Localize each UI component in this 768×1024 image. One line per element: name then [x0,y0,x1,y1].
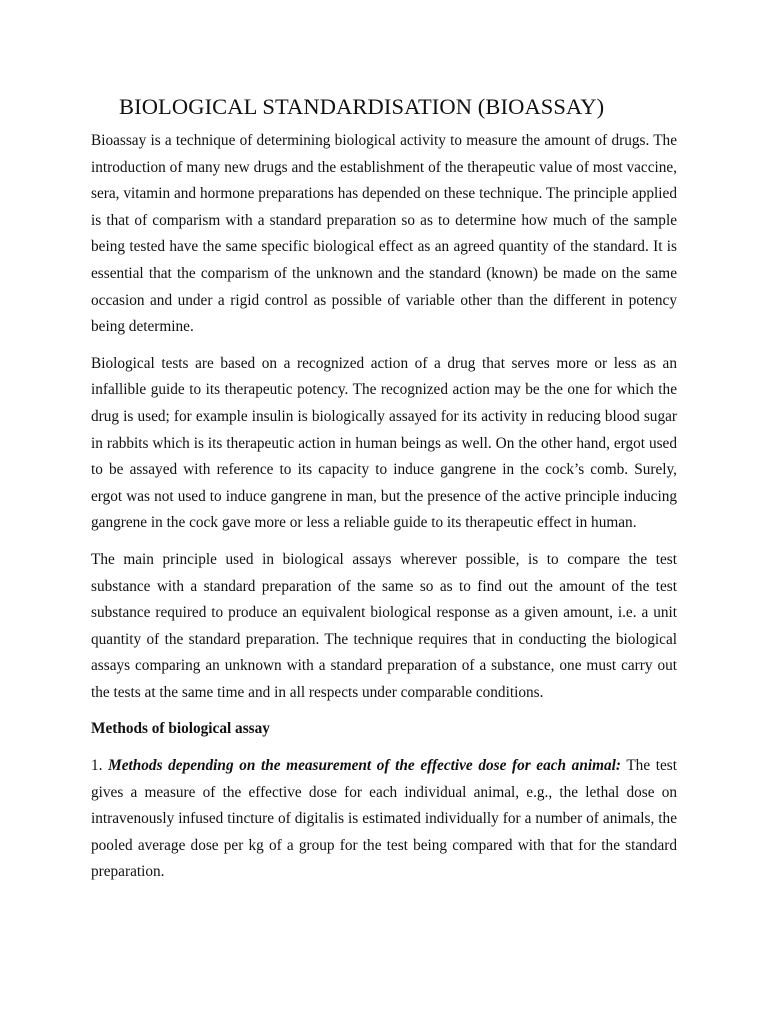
paragraph-main-principle: The main principle used in biological assays wherever possible, is to compare the test substance with a standard preparation of the same so as to find out the amount of the test substance required to produce an equivalent biological response as a given amount, i.e. a unit quantity of the standard preparation. The technique requires that in conducting the biological assays comparing an unknown with a standard preparation of a substance, one must carry out the tests at the same time and in all respects under comparable conditions. [91,550,677,701]
paragraph-biological-tests: Biological tests are based on a recognized action of a drug that serves more or less as an infallible guide to its therapeutic potency. The recognized action may be the one for which the drug is used; for example insulin is biologically assayed for its activity in reducing blood sugar in rabbits which is its therapeutic action in human beings as well. On the other hand, ergot used to be assayed with reference to its capacity to induce gangrene in the cock’s comb. Surely, ergot was not used to induce gangrene in man, but the presence of the active principle inducing gangrene in the cock gave more or less a reliable guide to its therapeutic effect in human. [91,354,677,532]
method-1-number: 1. [91,757,103,775]
document-title: BIOLOGICAL STANDARDISATION (BIOASSAY) [119,94,605,119]
methods-heading: Methods of biological assay [91,720,270,738]
method-1-label: Methods depending on the measurement of the effective dose for each animal: [108,757,621,775]
paragraph-bioassay-intro: Bioassay is a technique of determining biological activity to measure the amount of drugs. The introduction of many new drugs and the establishment of the therapeutic value of most vaccine, sera, vitamin and hormone preparations has depended on these technique. The principle applied is that of comparism with a standard preparation so as to determine how much of the sample being tested have the same specific biological effect as an agreed quantity of the standard. It is essential that the comparism of the unknown and the standard (known) be made on the same occasion and under a rigid control as possible of variable other than the different in potency being determine. [91,132,677,336]
document-body [91,128,677,886]
method-1-paragraph [91,753,677,886]
method-1-text: The test gives a measure of the effective dose for each individual animal, e.g., the lethal dose on intravenously infused tincture of digitalis is estimated individually for a number of animals, the pooled average dose per kg of a group for the test being compared with that for the standard preparation. [91,757,677,881]
